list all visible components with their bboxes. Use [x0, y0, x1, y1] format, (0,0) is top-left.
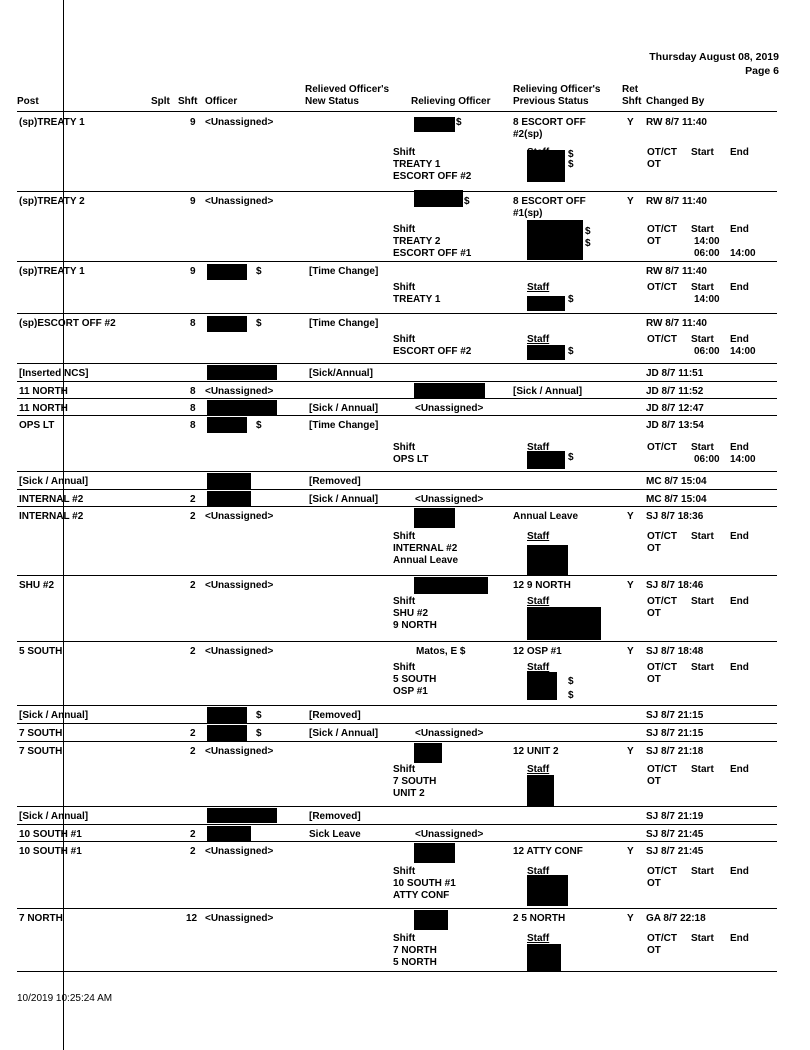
shift-label: Shift — [393, 764, 416, 775]
previous-status-cell: 12 UNIT 2 — [513, 746, 559, 757]
redaction-block — [207, 400, 277, 415]
changed-by-cell: SJ 8/7 21:19 — [646, 811, 704, 822]
staff-dollar: $ — [568, 346, 574, 357]
redaction-block — [207, 826, 251, 842]
officer-cell: <Unassigned> — [205, 913, 274, 924]
previous-status-cell: 8 ESCORT OFF — [513, 196, 586, 207]
redaction-block — [207, 365, 277, 380]
post-cell: 11 NORTH — [19, 386, 68, 397]
staff-label: Staff — [527, 764, 550, 775]
post-cell: (sp)TREATY 2 — [19, 196, 85, 207]
col-relieving-officer: Relieving Officer — [411, 96, 491, 107]
officer-cell: <Unassigned> — [205, 196, 274, 207]
row-rule — [17, 841, 777, 842]
end-label: End — [730, 596, 749, 607]
post-cell: [Sick / Annual] — [19, 476, 89, 487]
start-time: 14:00 — [694, 294, 720, 305]
shift-cell: 2 — [190, 494, 196, 505]
page-number: Page 6 — [745, 65, 779, 77]
changed-by-cell: SJ 8/7 21:18 — [646, 746, 704, 757]
return-shift-cell: Y — [627, 511, 634, 522]
changed-by-cell: RW 8/7 11:40 — [646, 266, 707, 277]
shift-label: Shift — [393, 282, 416, 293]
changed-by-cell: MC 8/7 15:04 — [646, 476, 707, 487]
relieved-status-cell: Sick Leave — [309, 829, 361, 840]
redaction-block — [414, 910, 448, 930]
end-label: End — [730, 531, 749, 542]
print-timestamp: 10/2019 10:25:24 AM — [17, 993, 113, 1004]
end-label: End — [730, 764, 749, 775]
row-rule — [17, 191, 777, 192]
previous-status-cell: 12 OSP #1 — [513, 646, 562, 657]
post-cell: INTERNAL #2 — [19, 511, 84, 522]
end-label: End — [730, 147, 749, 158]
officer-dollar: $ — [256, 710, 262, 721]
changed-by-cell: SJ 8/7 18:46 — [646, 580, 704, 591]
changed-by-cell: SJ 8/7 18:36 — [646, 511, 704, 522]
header-rule — [17, 111, 777, 112]
redaction-block — [207, 707, 247, 723]
shift-line: 5 NORTH — [393, 957, 437, 968]
shift-line: TREATY 1 — [393, 294, 441, 305]
row-rule — [17, 398, 777, 399]
redaction-block — [207, 264, 247, 280]
otct-label: OT/CT — [647, 442, 677, 453]
staff-label: Staff — [527, 334, 550, 345]
otct-label: OT/CT — [647, 866, 677, 877]
post-cell: 7 SOUTH — [19, 746, 63, 757]
staff-dollar: $ — [585, 226, 591, 237]
row-rule — [17, 415, 777, 416]
staff-label: Staff — [527, 596, 550, 607]
otct-label: OT/CT — [647, 282, 677, 293]
shift-cell: 8 — [190, 420, 196, 431]
previous-status-cell: 2 5 NORTH — [513, 913, 566, 924]
end-label: End — [730, 224, 749, 235]
shift-line: TREATY 2 — [393, 236, 441, 247]
staff-dollar: $ — [568, 676, 574, 687]
shift-label: Shift — [393, 334, 416, 345]
officer-cell: <Unassigned> — [205, 746, 274, 757]
col-ret-1: Ret — [622, 84, 639, 95]
row-rule — [17, 261, 777, 262]
shift-cell: 9 — [190, 196, 196, 207]
row-rule — [17, 723, 777, 724]
ot-label: OT — [647, 945, 661, 956]
shift-label: Shift — [393, 147, 416, 158]
officer-dollar: $ — [256, 266, 262, 277]
relieved-status-cell: [Sick / Annual] — [309, 728, 379, 739]
col-changed-by: Changed By — [646, 96, 705, 107]
redaction-block — [527, 607, 601, 640]
otct-label: OT/CT — [647, 334, 677, 345]
shift-line: OPS LT — [393, 454, 429, 465]
otct-label: OT/CT — [647, 531, 677, 542]
shift-line: ESCORT OFF #2 — [393, 346, 472, 357]
staff-dollar: $ — [568, 294, 574, 305]
otct-label: OT/CT — [647, 764, 677, 775]
relieving-officer-cell: Matos, E $ — [416, 646, 466, 657]
start-label: Start — [691, 147, 714, 158]
previous-status-cell: 12 9 NORTH — [513, 580, 571, 591]
post-cell: [Sick / Annual] — [19, 811, 89, 822]
shift-line: 9 NORTH — [393, 620, 437, 631]
return-shift-cell: Y — [627, 117, 634, 128]
row-rule — [17, 705, 777, 706]
end-label: End — [730, 866, 749, 877]
previous-status-cell: 8 ESCORT OFF — [513, 117, 586, 128]
relieving-officer-cell: $ — [464, 196, 470, 207]
shift-cell: 2 — [190, 580, 196, 591]
redaction-block — [414, 743, 442, 763]
shift-label: Shift — [393, 224, 416, 235]
post-cell: (sp)TREATY 1 — [19, 117, 85, 128]
relieved-status-cell: [Sick / Annual] — [309, 494, 379, 505]
col-ret-2: Shft — [622, 96, 642, 107]
changed-by-cell: SJ 8/7 21:45 — [646, 829, 704, 840]
row-rule — [17, 506, 777, 507]
redaction-block — [527, 545, 568, 575]
relieved-status-cell: [Sick/Annual] — [309, 368, 373, 379]
row-rule — [17, 575, 777, 576]
redaction-block — [207, 473, 251, 489]
shift-line: ATTY CONF — [393, 890, 450, 901]
redaction-block — [207, 491, 251, 506]
changed-by-cell: JD 8/7 11:52 — [646, 386, 704, 397]
relieving-officer-cell: <Unassigned> — [415, 829, 484, 840]
row-rule — [17, 471, 777, 472]
otct-label: OT/CT — [647, 596, 677, 607]
start-label: Start — [691, 334, 714, 345]
shift-label: Shift — [393, 866, 416, 877]
col-relieved-status-1: Relieved Officer's — [305, 84, 390, 95]
officer-cell: <Unassigned> — [205, 846, 274, 857]
otct-label: OT/CT — [647, 224, 677, 235]
redaction-block — [527, 345, 565, 360]
redaction-block — [207, 725, 247, 741]
officer-dollar: $ — [256, 420, 262, 431]
shift-cell: 2 — [190, 829, 196, 840]
end-time: 14:00 — [730, 454, 756, 465]
ot-label: OT — [647, 159, 661, 170]
shift-cell: 2 — [190, 846, 196, 857]
start-time: 06:00 — [694, 346, 720, 357]
changed-by-cell: RW 8/7 11:40 — [646, 117, 707, 128]
changed-by-cell: JD 8/7 11:51 — [646, 368, 704, 379]
staff-dollar: $ — [568, 690, 574, 701]
start-label: Start — [691, 224, 714, 235]
start-time-2: 06:00 — [694, 248, 720, 259]
officer-cell: <Unassigned> — [205, 511, 274, 522]
end-label: End — [730, 334, 749, 345]
ot-label: OT — [647, 543, 661, 554]
ot-label: OT — [647, 878, 661, 889]
redaction-block — [414, 577, 488, 594]
col-shft: Shft — [178, 96, 198, 107]
relieving-officer-cell: <Unassigned> — [415, 728, 484, 739]
shift-cell: 8 — [190, 403, 196, 414]
officer-cell: <Unassigned> — [205, 646, 274, 657]
post-cell: 10 SOUTH #1 — [19, 829, 82, 840]
relieved-status-cell: [Time Change] — [309, 318, 379, 329]
redaction-block — [207, 417, 247, 433]
shift-cell: 9 — [190, 266, 196, 277]
col-prev-status-1: Relieving Officer's — [513, 84, 601, 95]
staff-dollar: $ — [585, 238, 591, 249]
changed-by-cell: JD 8/7 12:47 — [646, 403, 704, 414]
changed-by-cell: RW 8/7 11:40 — [646, 318, 707, 329]
shift-line: TREATY 1 — [393, 159, 441, 170]
otct-label: OT/CT — [647, 662, 677, 673]
staff-label: Staff — [527, 933, 550, 944]
shift-cell: 2 — [190, 646, 196, 657]
changed-by-cell: MC 8/7 15:04 — [646, 494, 707, 505]
redaction-block — [527, 775, 554, 806]
shift-line: UNIT 2 — [393, 788, 425, 799]
start-label: Start — [691, 531, 714, 542]
shift-label: Shift — [393, 596, 416, 607]
ot-label: OT — [647, 776, 661, 787]
return-shift-cell: Y — [627, 646, 634, 657]
redaction-block — [414, 843, 455, 863]
shift-line: 7 NORTH — [393, 945, 437, 956]
relieved-status-cell: [Removed] — [309, 811, 361, 822]
redaction-block — [527, 944, 561, 972]
changed-by-cell: SJ 8/7 18:48 — [646, 646, 704, 657]
redaction-block — [527, 672, 557, 700]
post-cell: INTERNAL #2 — [19, 494, 84, 505]
post-cell: OPS LT — [19, 420, 55, 431]
start-time: 14:00 — [694, 236, 720, 247]
previous-status-cell: 12 ATTY CONF — [513, 846, 583, 857]
shift-label: Shift — [393, 531, 416, 542]
post-cell: 7 SOUTH — [19, 728, 63, 739]
return-shift-cell: Y — [627, 846, 634, 857]
changed-by-cell: SJ 8/7 21:15 — [646, 728, 704, 739]
redaction-block — [414, 117, 455, 132]
post-cell: 5 SOUTH — [19, 646, 63, 657]
staff-label: Staff — [527, 224, 550, 235]
ot-label: OT — [647, 674, 661, 685]
row-rule — [17, 381, 777, 382]
shift-line: SHU #2 — [393, 608, 429, 619]
redaction-block — [414, 508, 455, 528]
officer-cell: <Unassigned> — [205, 386, 274, 397]
shift-line: ESCORT OFF #2 — [393, 171, 472, 182]
report-date: Thursday August 08, 2019 — [649, 51, 779, 63]
shift-cell: 8 — [190, 318, 196, 329]
shift-cell: 2 — [190, 746, 196, 757]
relieved-status-cell: [Time Change] — [309, 420, 379, 431]
ot-label: OT — [647, 236, 661, 247]
start-label: Start — [691, 764, 714, 775]
redaction-block — [207, 316, 247, 332]
changed-by-cell: JD 8/7 13:54 — [646, 420, 704, 431]
officer-dollar: $ — [256, 728, 262, 739]
redaction-block — [527, 875, 568, 906]
col-prev-status-2: Previous Status — [513, 96, 589, 107]
relieved-status-cell: [Removed] — [309, 476, 361, 487]
start-label: Start — [691, 866, 714, 877]
post-cell: (sp)TREATY 1 — [19, 266, 85, 277]
start-time: 06:00 — [694, 454, 720, 465]
shift-line: Annual Leave — [393, 555, 459, 566]
post-cell: 11 NORTH — [19, 403, 68, 414]
start-label: Start — [691, 933, 714, 944]
shift-cell: 2 — [190, 728, 196, 739]
post-cell: SHU #2 — [19, 580, 55, 591]
staff-label: Staff — [527, 282, 550, 293]
post-cell: [Inserted NCS] — [19, 368, 89, 379]
end-label: End — [730, 933, 749, 944]
changed-by-cell: SJ 8/7 21:45 — [646, 846, 704, 857]
shift-line: 5 SOUTH — [393, 674, 437, 685]
shift-line: OSP #1 — [393, 686, 428, 697]
redaction-block — [414, 190, 463, 207]
post-cell: 7 NORTH — [19, 913, 63, 924]
row-rule — [17, 641, 777, 642]
return-shift-cell: Y — [627, 580, 634, 591]
previous-status-cell: [Sick / Annual] — [513, 386, 583, 397]
shift-line: INTERNAL #2 — [393, 543, 458, 554]
col-relieved-status-2: New Status — [305, 96, 359, 107]
shift-line: 7 SOUTH — [393, 776, 437, 787]
end-time: 14:00 — [730, 346, 756, 357]
changed-by-cell: GA 8/7 22:18 — [646, 913, 706, 924]
staff-label: Staff — [527, 531, 550, 542]
col-splt: Splt — [151, 96, 170, 107]
redaction-block — [527, 296, 565, 311]
row-rule — [17, 806, 777, 807]
end-label: End — [730, 282, 749, 293]
relieving-officer-cell: <Unassigned> — [415, 403, 484, 414]
shift-label: Shift — [393, 662, 416, 673]
col-post: Post — [17, 96, 39, 107]
return-shift-cell: Y — [627, 913, 634, 924]
shift-cell: 2 — [190, 511, 196, 522]
relieved-status-cell: [Sick / Annual] — [309, 403, 379, 414]
row-rule — [17, 908, 777, 909]
start-label: Start — [691, 442, 714, 453]
binding-margin-line — [63, 0, 64, 1050]
shift-cell: 12 — [186, 913, 198, 924]
shift-cell: 8 — [190, 386, 196, 397]
redaction-block — [207, 808, 277, 823]
post-cell: [Sick / Annual] — [19, 710, 89, 721]
row-rule — [17, 824, 777, 825]
otct-label: OT/CT — [647, 147, 677, 158]
shift-label: Shift — [393, 442, 416, 453]
end-time-2: 14:00 — [730, 248, 756, 259]
officer-cell: <Unassigned> — [205, 580, 274, 591]
relieved-status-cell: [Removed] — [309, 710, 361, 721]
staff-label: Staff — [527, 866, 550, 877]
changed-by-cell: RW 8/7 11:40 — [646, 196, 707, 207]
officer-cell: <Unassigned> — [205, 117, 274, 128]
relieving-officer-cell: <Unassigned> — [415, 494, 484, 505]
post-cell: (sp)ESCORT OFF #2 — [19, 318, 116, 329]
end-label: End — [730, 662, 749, 673]
staff-label: Staff — [527, 147, 550, 158]
return-shift-cell: Y — [627, 196, 634, 207]
shift-label: Shift — [393, 933, 416, 944]
row-rule — [17, 363, 777, 364]
redaction-block — [414, 383, 485, 398]
start-label: Start — [691, 596, 714, 607]
changed-by-cell: SJ 8/7 21:15 — [646, 710, 704, 721]
row-rule — [17, 971, 777, 972]
staff-label: Staff — [527, 442, 550, 453]
post-cell: 10 SOUTH #1 — [19, 846, 82, 857]
previous-status-cell-2: #2(sp) — [513, 129, 543, 140]
officer-dollar: $ — [256, 318, 262, 329]
return-shift-cell: Y — [627, 746, 634, 757]
shift-line: ESCORT OFF #1 — [393, 248, 472, 259]
col-officer: Officer — [205, 96, 238, 107]
ot-label: OT — [647, 608, 661, 619]
start-label: Start — [691, 282, 714, 293]
row-rule — [17, 489, 777, 490]
otct-label: OT/CT — [647, 933, 677, 944]
staff-dollar: $ — [568, 159, 574, 170]
relieved-status-cell: [Time Change] — [309, 266, 379, 277]
start-label: Start — [691, 662, 714, 673]
relieving-officer-cell: $ — [456, 117, 462, 128]
staff-dollar: $ — [568, 149, 574, 160]
shift-line: 10 SOUTH #1 — [393, 878, 456, 889]
shift-cell: 9 — [190, 117, 196, 128]
previous-status-cell-2: #1(sp) — [513, 208, 543, 219]
row-rule — [17, 741, 777, 742]
end-label: End — [730, 442, 749, 453]
previous-status-cell: Annual Leave — [513, 511, 579, 522]
staff-label: Staff — [527, 662, 550, 673]
staff-dollar: $ — [568, 452, 574, 463]
row-rule — [17, 313, 777, 314]
